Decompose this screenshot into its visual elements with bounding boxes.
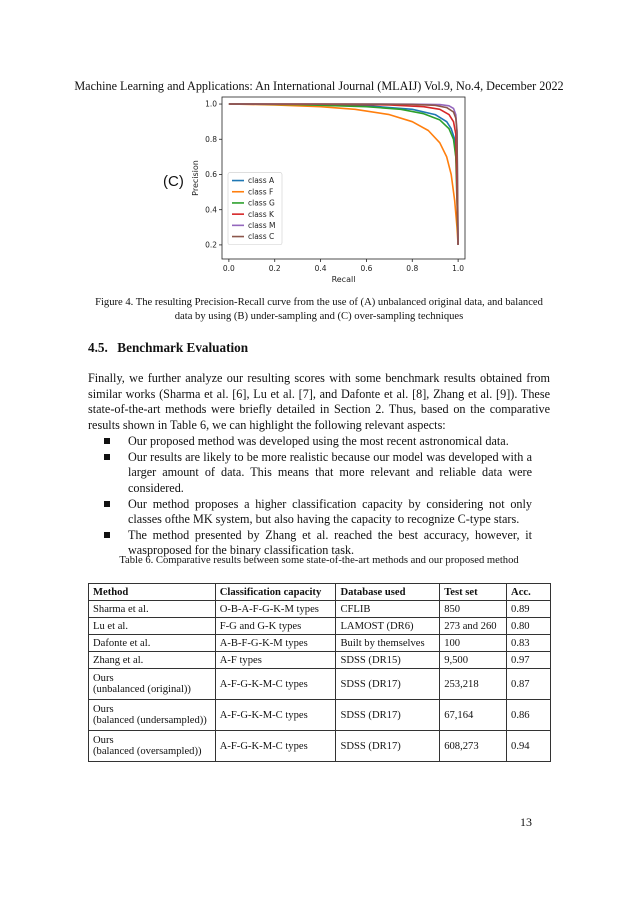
header-database-used: Database used [336, 584, 440, 601]
table-row [89, 652, 551, 669]
legend-label: class A [248, 176, 275, 186]
bullet-text: Our results are likely to be more realistic because our model was developed with a larger amount of data. This means that more relevant and reliable data were considered. [128, 450, 532, 495]
cell-method: Sharma et al. [89, 601, 216, 618]
x-tick-label: 0.0 [222, 264, 235, 273]
square-bullet-icon [104, 532, 110, 538]
bullet-text: Our method proposes a higher classification capacity by considering not only classes ofthe MK system, but also having the capacity to recognize C-type stars. [128, 496, 532, 527]
square-bullet-icon [104, 501, 110, 507]
legend-label: class F [248, 187, 274, 197]
cell-test-set: 67,164 [440, 700, 507, 731]
cell-accuracy: 0.87 [507, 669, 551, 700]
bullet-list [104, 434, 532, 560]
bullet-text: Our proposed method was developed using the most recent astronomical data. [128, 434, 509, 448]
y-tick-label: 0.4 [205, 205, 217, 215]
table-caption: Table 6. Comparative results between some state-of-the-art methods and our proposed method [119, 555, 519, 566]
figure-panel-label: (C) [163, 173, 184, 190]
bullet-item [104, 497, 532, 527]
y-axis-label: Precision [191, 160, 200, 196]
cell-method: Dafonte et al. [89, 635, 216, 652]
header-accuracy: Acc. [507, 584, 551, 601]
square-bullet-icon [104, 454, 110, 460]
cell-test-set: 850 [440, 601, 507, 618]
cell-test-set: 100 [440, 635, 507, 652]
journal-header: Machine Learning and Applications: An International Journal (MLAIJ) Vol.9, No.4, December 2022 [74, 79, 564, 93]
square-bullet-icon [104, 438, 110, 444]
header-test-set: Test set [440, 584, 507, 601]
x-tick-label: 0.6 [360, 264, 373, 273]
legend-label: class M [248, 220, 276, 230]
cell-capacity: A-F-G-K-M-C types [215, 669, 336, 700]
bullet-text: The method presented by Zhang et al. reached the best accuracy, however, it wasproposed for the binary classification task. [128, 528, 532, 558]
cell-database: LAMOST (DR6) [336, 618, 440, 635]
cell-method: Ours (balanced (undersampled)) [89, 700, 216, 731]
x-axis-label: Recall [331, 275, 356, 284]
table-row [89, 731, 551, 762]
comparison-table [88, 583, 551, 762]
bullet-item [104, 434, 532, 449]
cell-capacity: A-F-G-K-M-C types [215, 731, 336, 762]
cell-database: SDSS (DR17) [336, 669, 440, 700]
page-number: 13 [520, 815, 532, 829]
table-row [89, 601, 551, 618]
cell-test-set: 253,218 [440, 669, 507, 700]
cell-accuracy: 0.94 [507, 731, 551, 762]
cell-capacity: A-F-G-K-M-C types [215, 700, 336, 731]
cell-method: Lu et al. [89, 618, 216, 635]
cell-capacity: A-F types [215, 652, 336, 669]
cell-method: Zhang et al. [89, 652, 216, 669]
x-tick-label: 0.8 [406, 264, 419, 273]
cell-database: SDSS (DR17) [336, 700, 440, 731]
x-tick-label: 0.2 [268, 264, 281, 273]
cell-method: Ours (balanced (oversampled)) [89, 731, 216, 762]
section-title: Benchmark Evaluation [117, 340, 249, 355]
table-row [89, 700, 551, 731]
cell-capacity: O-B-A-F-G-K-M types [215, 601, 336, 618]
cell-test-set: 9,500 [440, 652, 507, 669]
cell-test-set: 273 and 260 [440, 618, 507, 635]
cell-database: CFLIB [336, 601, 440, 618]
header-classification-capacity: Classification capacity [215, 584, 336, 601]
cell-accuracy: 0.83 [507, 635, 551, 652]
legend-label: class G [248, 198, 275, 208]
x-tick-label: 1.0 [452, 264, 465, 273]
figure-caption-line-1: Figure 4. The resulting Precision-Recall curve from the use of (A) unbalanced original data, and balanced [95, 297, 543, 308]
cell-method: Ours (unbalanced (original)) [89, 669, 216, 700]
x-tick-label: 0.4 [314, 264, 327, 273]
cell-database: SDSS (DR15) [336, 652, 440, 669]
precision-recall-chart [190, 92, 480, 284]
figure-caption [80, 296, 558, 324]
bullet-item [104, 450, 532, 496]
table-row [89, 669, 551, 700]
cell-accuracy: 0.97 [507, 652, 551, 669]
cell-accuracy: 0.86 [507, 700, 551, 731]
figure-caption-line-2: data by using (B) under-sampling and (C) over-sampling techniques [174, 311, 464, 322]
cell-database: SDSS (DR17) [336, 731, 440, 762]
y-tick-label: 0.2 [205, 240, 217, 250]
cell-accuracy: 0.80 [507, 618, 551, 635]
y-tick-label: 1.0 [205, 99, 217, 109]
section-heading [88, 340, 248, 356]
table-header-row [89, 584, 551, 601]
cell-database: Built by themselves [336, 635, 440, 652]
header-method: Method [89, 584, 216, 601]
body-paragraph: Finally, we further analyze our resulting scores with some benchmark results obtained from similar works (Sharma et al. [6], Lu et al. [7], and Dafonte et al. [8], Zhang et al. [9]). These state-of-the-art methods were briefly detailed in Section 2. Thus, based on the comparative results shown in Table 6, we can highlight the following relevant aspects: [88, 371, 550, 433]
cell-accuracy: 0.89 [507, 601, 551, 618]
y-tick-label: 0.6 [205, 170, 217, 180]
cell-capacity: A-B-F-G-K-M types [215, 635, 336, 652]
table-row [89, 618, 551, 635]
y-tick-label: 0.8 [205, 134, 217, 144]
legend-label: class K [248, 209, 274, 219]
table-row [89, 635, 551, 652]
legend-label: class C [248, 232, 275, 242]
section-number: 4.5. [88, 340, 108, 355]
cell-test-set: 608,273 [440, 731, 507, 762]
cell-capacity: F-G and G-K types [215, 618, 336, 635]
